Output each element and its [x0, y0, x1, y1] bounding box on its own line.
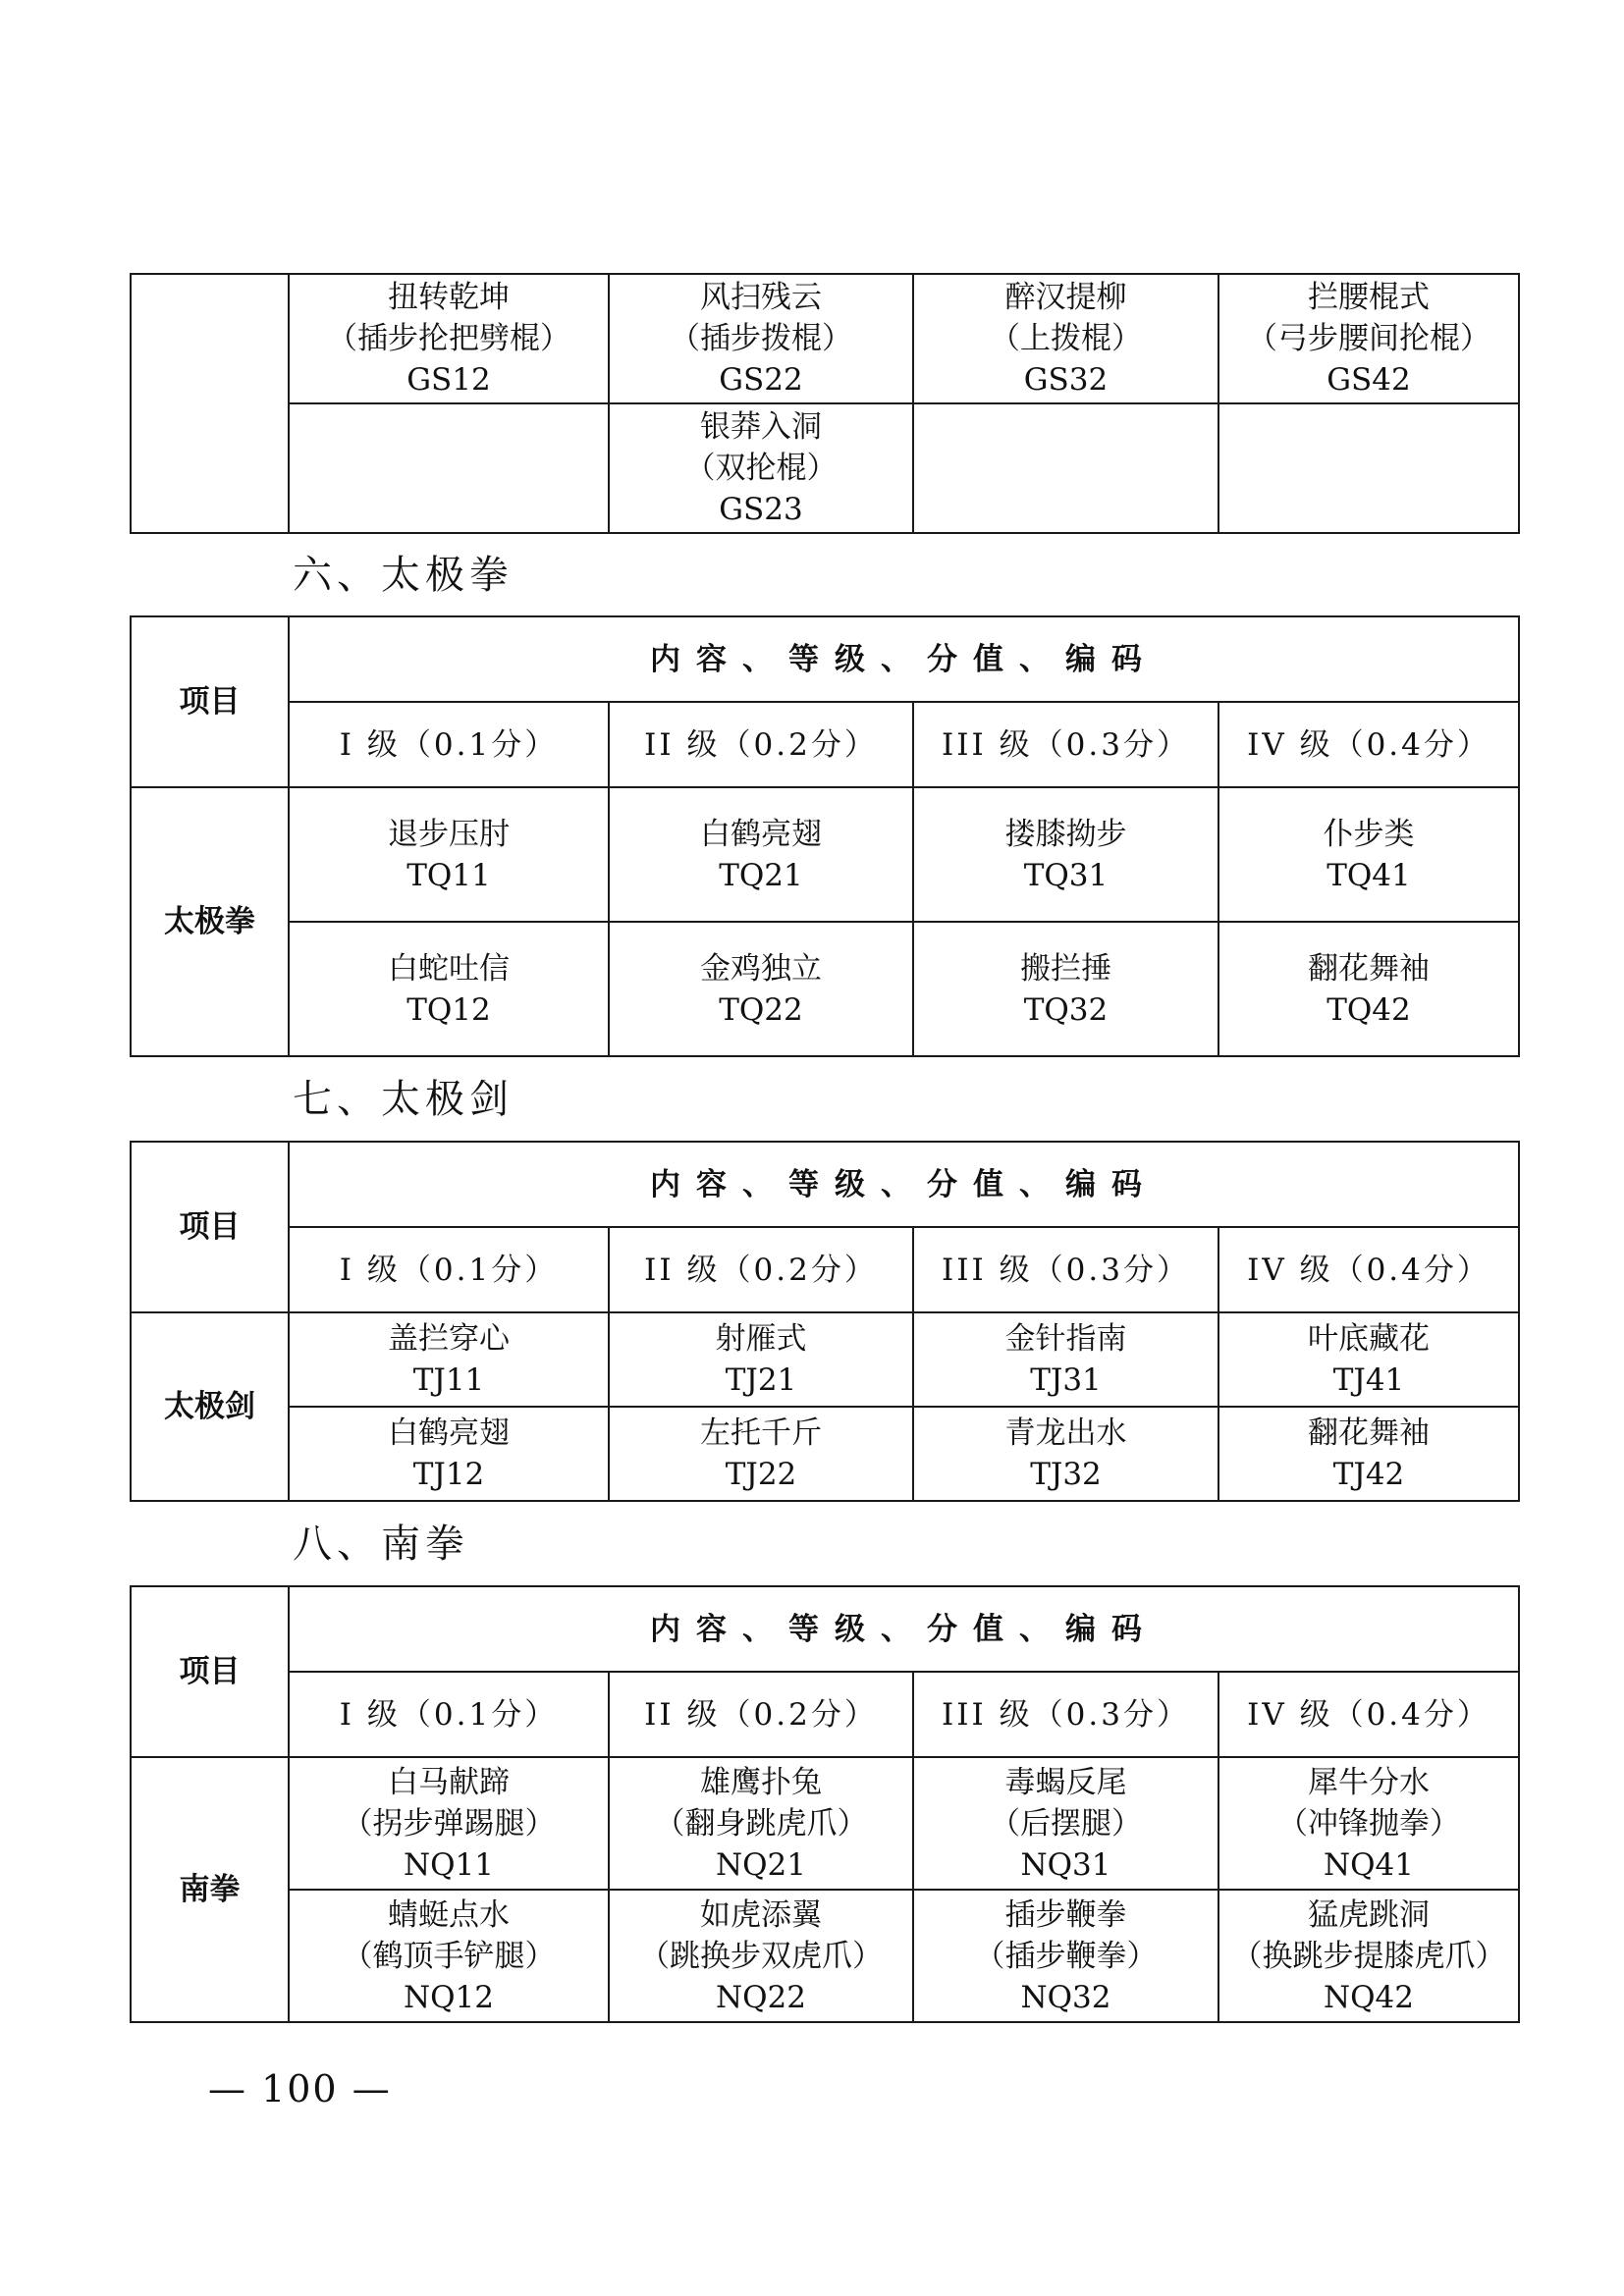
move-cell	[289, 1757, 609, 1890]
move-name: 毒蝎反尾	[1004, 1764, 1127, 1800]
move-code: GS42	[1326, 362, 1411, 398]
move-name: 左托千斤	[700, 1415, 822, 1451]
move-name: 扭转乾坤	[388, 280, 510, 315]
move-name: 金鸡独立	[700, 950, 822, 987]
move-name: 搂膝拗步	[1004, 816, 1127, 852]
header-label: 项目	[131, 1586, 289, 1757]
move-cell	[289, 1890, 609, 2022]
move-note: （插步抡把劈棍）	[327, 321, 570, 356]
move-cell	[289, 922, 609, 1056]
move-name: 射雁式	[715, 1321, 807, 1357]
move-cell	[1218, 922, 1519, 1056]
move-code: TQ11	[406, 857, 491, 893]
move-name: 盖拦穿心	[388, 1321, 510, 1357]
move-cell	[913, 787, 1218, 922]
level-4-header: IV 级（0.4分）	[1218, 1672, 1519, 1757]
move-name: 醉汉提柳	[1004, 280, 1127, 315]
move-code: GS22	[719, 362, 803, 398]
move-code: TQ22	[719, 991, 803, 1028]
table-row	[131, 1407, 1519, 1501]
table-row	[131, 1890, 1519, 2022]
move-name: 犀牛分水	[1308, 1764, 1430, 1800]
move-code: TJ11	[412, 1362, 485, 1398]
move-code: TJ42	[1332, 1457, 1405, 1492]
header-row	[131, 1142, 1519, 1227]
nanquan-table	[130, 1585, 1520, 2023]
move-cell	[609, 274, 913, 403]
move-note: （弓步腰间抡棍）	[1247, 321, 1490, 356]
item-name-cell: 太极拳	[131, 787, 289, 1056]
move-cell	[609, 403, 913, 533]
move-cell	[1218, 787, 1519, 922]
move-name: 青龙出水	[1004, 1415, 1127, 1451]
table-row	[131, 787, 1519, 922]
move-code: TJ32	[1030, 1457, 1102, 1492]
move-name: 猛虎跳洞	[1308, 1896, 1430, 1933]
move-cell	[289, 274, 609, 403]
level-1-header: I 级（0.1分）	[289, 1227, 609, 1312]
section-title: 七、太极剑	[293, 1077, 514, 1122]
level-1-header: I 级（0.1分）	[289, 1672, 609, 1757]
move-cell	[1218, 1407, 1519, 1501]
header-banner: 内容、等级、分值、编码	[289, 616, 1519, 702]
move-cell	[1218, 274, 1519, 403]
move-code: NQ11	[404, 1846, 494, 1883]
header-row	[131, 1586, 1519, 1672]
move-code: NQ31	[1020, 1846, 1111, 1883]
move-code: TQ31	[1023, 857, 1109, 893]
move-code: TJ41	[1332, 1362, 1405, 1398]
level-row	[131, 1227, 1519, 1312]
move-name: 白鹤亮翅	[700, 816, 822, 852]
move-code: TQ41	[1326, 857, 1411, 893]
move-code: NQ21	[716, 1846, 806, 1883]
move-name: 风扫残云	[700, 280, 822, 315]
move-name: 白鹤亮翅	[388, 1415, 510, 1451]
move-name: 搬拦捶	[1020, 950, 1111, 987]
move-cell	[289, 1407, 609, 1501]
move-code: TJ22	[725, 1457, 797, 1492]
move-note: （双抡棍）	[684, 451, 838, 486]
move-note: （拐步弹踢腿）	[342, 1805, 556, 1842]
move-note: （翻身跳虎爪）	[654, 1805, 868, 1842]
move-name: 白蛇吐信	[388, 950, 510, 987]
header-row	[131, 616, 1519, 702]
move-code: NQ41	[1324, 1846, 1414, 1883]
move-note: （换跳步提膝虎爪）	[1231, 1938, 1506, 1974]
move-name: 拦腰棍式	[1308, 280, 1430, 315]
level-row	[131, 702, 1519, 787]
gunshu-continuation-table	[130, 273, 1520, 534]
move-note: （上拨棍）	[990, 321, 1142, 356]
move-cell	[913, 1757, 1218, 1890]
header-label: 项目	[131, 1142, 289, 1312]
move-note: （后摆腿）	[990, 1805, 1142, 1842]
level-2-header: II 级（0.2分）	[609, 1672, 913, 1757]
empty-cell	[913, 403, 1218, 533]
move-cell	[289, 1312, 609, 1407]
move-name: 仆步类	[1323, 816, 1415, 852]
move-code: TQ21	[719, 857, 803, 893]
move-name: 插步鞭拳	[1004, 1896, 1127, 1933]
move-code: NQ22	[716, 1979, 806, 2015]
move-code: TQ32	[1023, 991, 1109, 1028]
page-number: — 100 —	[208, 2067, 392, 2110]
level-1-header: I 级（0.1分）	[289, 702, 609, 787]
move-cell	[609, 1757, 913, 1890]
move-cell	[609, 787, 913, 922]
move-cell	[289, 787, 609, 922]
move-cell	[609, 922, 913, 1056]
section-title: 六、太极拳	[293, 553, 514, 598]
item-name-cell: 太极剑	[131, 1312, 289, 1501]
move-note: （跳换步双虎爪）	[639, 1938, 883, 1974]
move-name: 叶底藏花	[1308, 1321, 1430, 1357]
header-banner: 内容、等级、分值、编码	[289, 1142, 1519, 1227]
level-3-header: III 级（0.3分）	[913, 1227, 1218, 1312]
move-name: 如虎添翼	[700, 1896, 822, 1933]
item-name-cell	[131, 274, 289, 533]
move-cell	[609, 1312, 913, 1407]
taijiquan-table	[130, 615, 1520, 1057]
level-3-header: III 级（0.3分）	[913, 702, 1218, 787]
move-cell	[1218, 1757, 1519, 1890]
move-cell	[913, 1890, 1218, 2022]
move-name: 银莽入洞	[700, 409, 822, 445]
move-name: 蜻蜓点水	[388, 1896, 510, 1933]
move-name: 翻花舞袖	[1308, 950, 1430, 987]
header-label: 项目	[131, 616, 289, 787]
level-2-header: II 级（0.2分）	[609, 1227, 913, 1312]
move-code: NQ12	[404, 1979, 494, 2015]
table-row	[131, 274, 1519, 403]
table-row	[131, 403, 1519, 533]
move-cell	[913, 274, 1218, 403]
move-cell	[913, 1312, 1218, 1407]
move-cell	[609, 1407, 913, 1501]
move-cell	[609, 1890, 913, 2022]
level-row	[131, 1672, 1519, 1757]
empty-cell	[1218, 403, 1519, 533]
section-title: 八、南拳	[293, 1522, 469, 1567]
move-cell	[1218, 1312, 1519, 1407]
move-code: GS32	[1023, 362, 1109, 398]
move-code: TJ21	[725, 1362, 797, 1398]
move-note: （插步拨棍）	[670, 321, 852, 356]
table-row	[131, 1757, 1519, 1890]
item-name-cell: 南拳	[131, 1757, 289, 2022]
level-2-header: II 级（0.2分）	[609, 702, 913, 787]
move-code: GS12	[406, 362, 491, 398]
move-code: TQ42	[1326, 991, 1411, 1028]
move-name: 退步压肘	[388, 816, 510, 852]
move-code: TJ31	[1030, 1362, 1102, 1398]
move-cell	[913, 922, 1218, 1056]
header-banner: 内容、等级、分值、编码	[289, 1586, 1519, 1672]
move-note: （插步鞭拳）	[974, 1938, 1158, 1974]
move-note: （鹤顶手铲腿）	[342, 1938, 556, 1974]
move-name: 翻花舞袖	[1308, 1415, 1430, 1451]
move-cell	[1218, 1890, 1519, 2022]
table-row	[131, 922, 1519, 1056]
level-3-header: III 级（0.3分）	[913, 1672, 1218, 1757]
move-name: 金针指南	[1004, 1321, 1127, 1357]
table-row	[131, 1312, 1519, 1407]
move-code: NQ32	[1020, 1979, 1111, 2015]
move-code: TJ12	[412, 1457, 485, 1492]
taijijian-table	[130, 1141, 1520, 1502]
level-4-header: IV 级（0.4分）	[1218, 1227, 1519, 1312]
move-note: （冲锋抛拳）	[1277, 1805, 1460, 1842]
move-name: 白马献蹄	[388, 1764, 510, 1800]
move-code: TQ12	[406, 991, 491, 1028]
move-name: 雄鹰扑兔	[700, 1764, 822, 1800]
move-code: NQ42	[1324, 1979, 1414, 2015]
move-cell	[913, 1407, 1218, 1501]
level-4-header: IV 级（0.4分）	[1218, 702, 1519, 787]
move-code: GS23	[719, 492, 803, 527]
empty-cell	[289, 403, 609, 533]
